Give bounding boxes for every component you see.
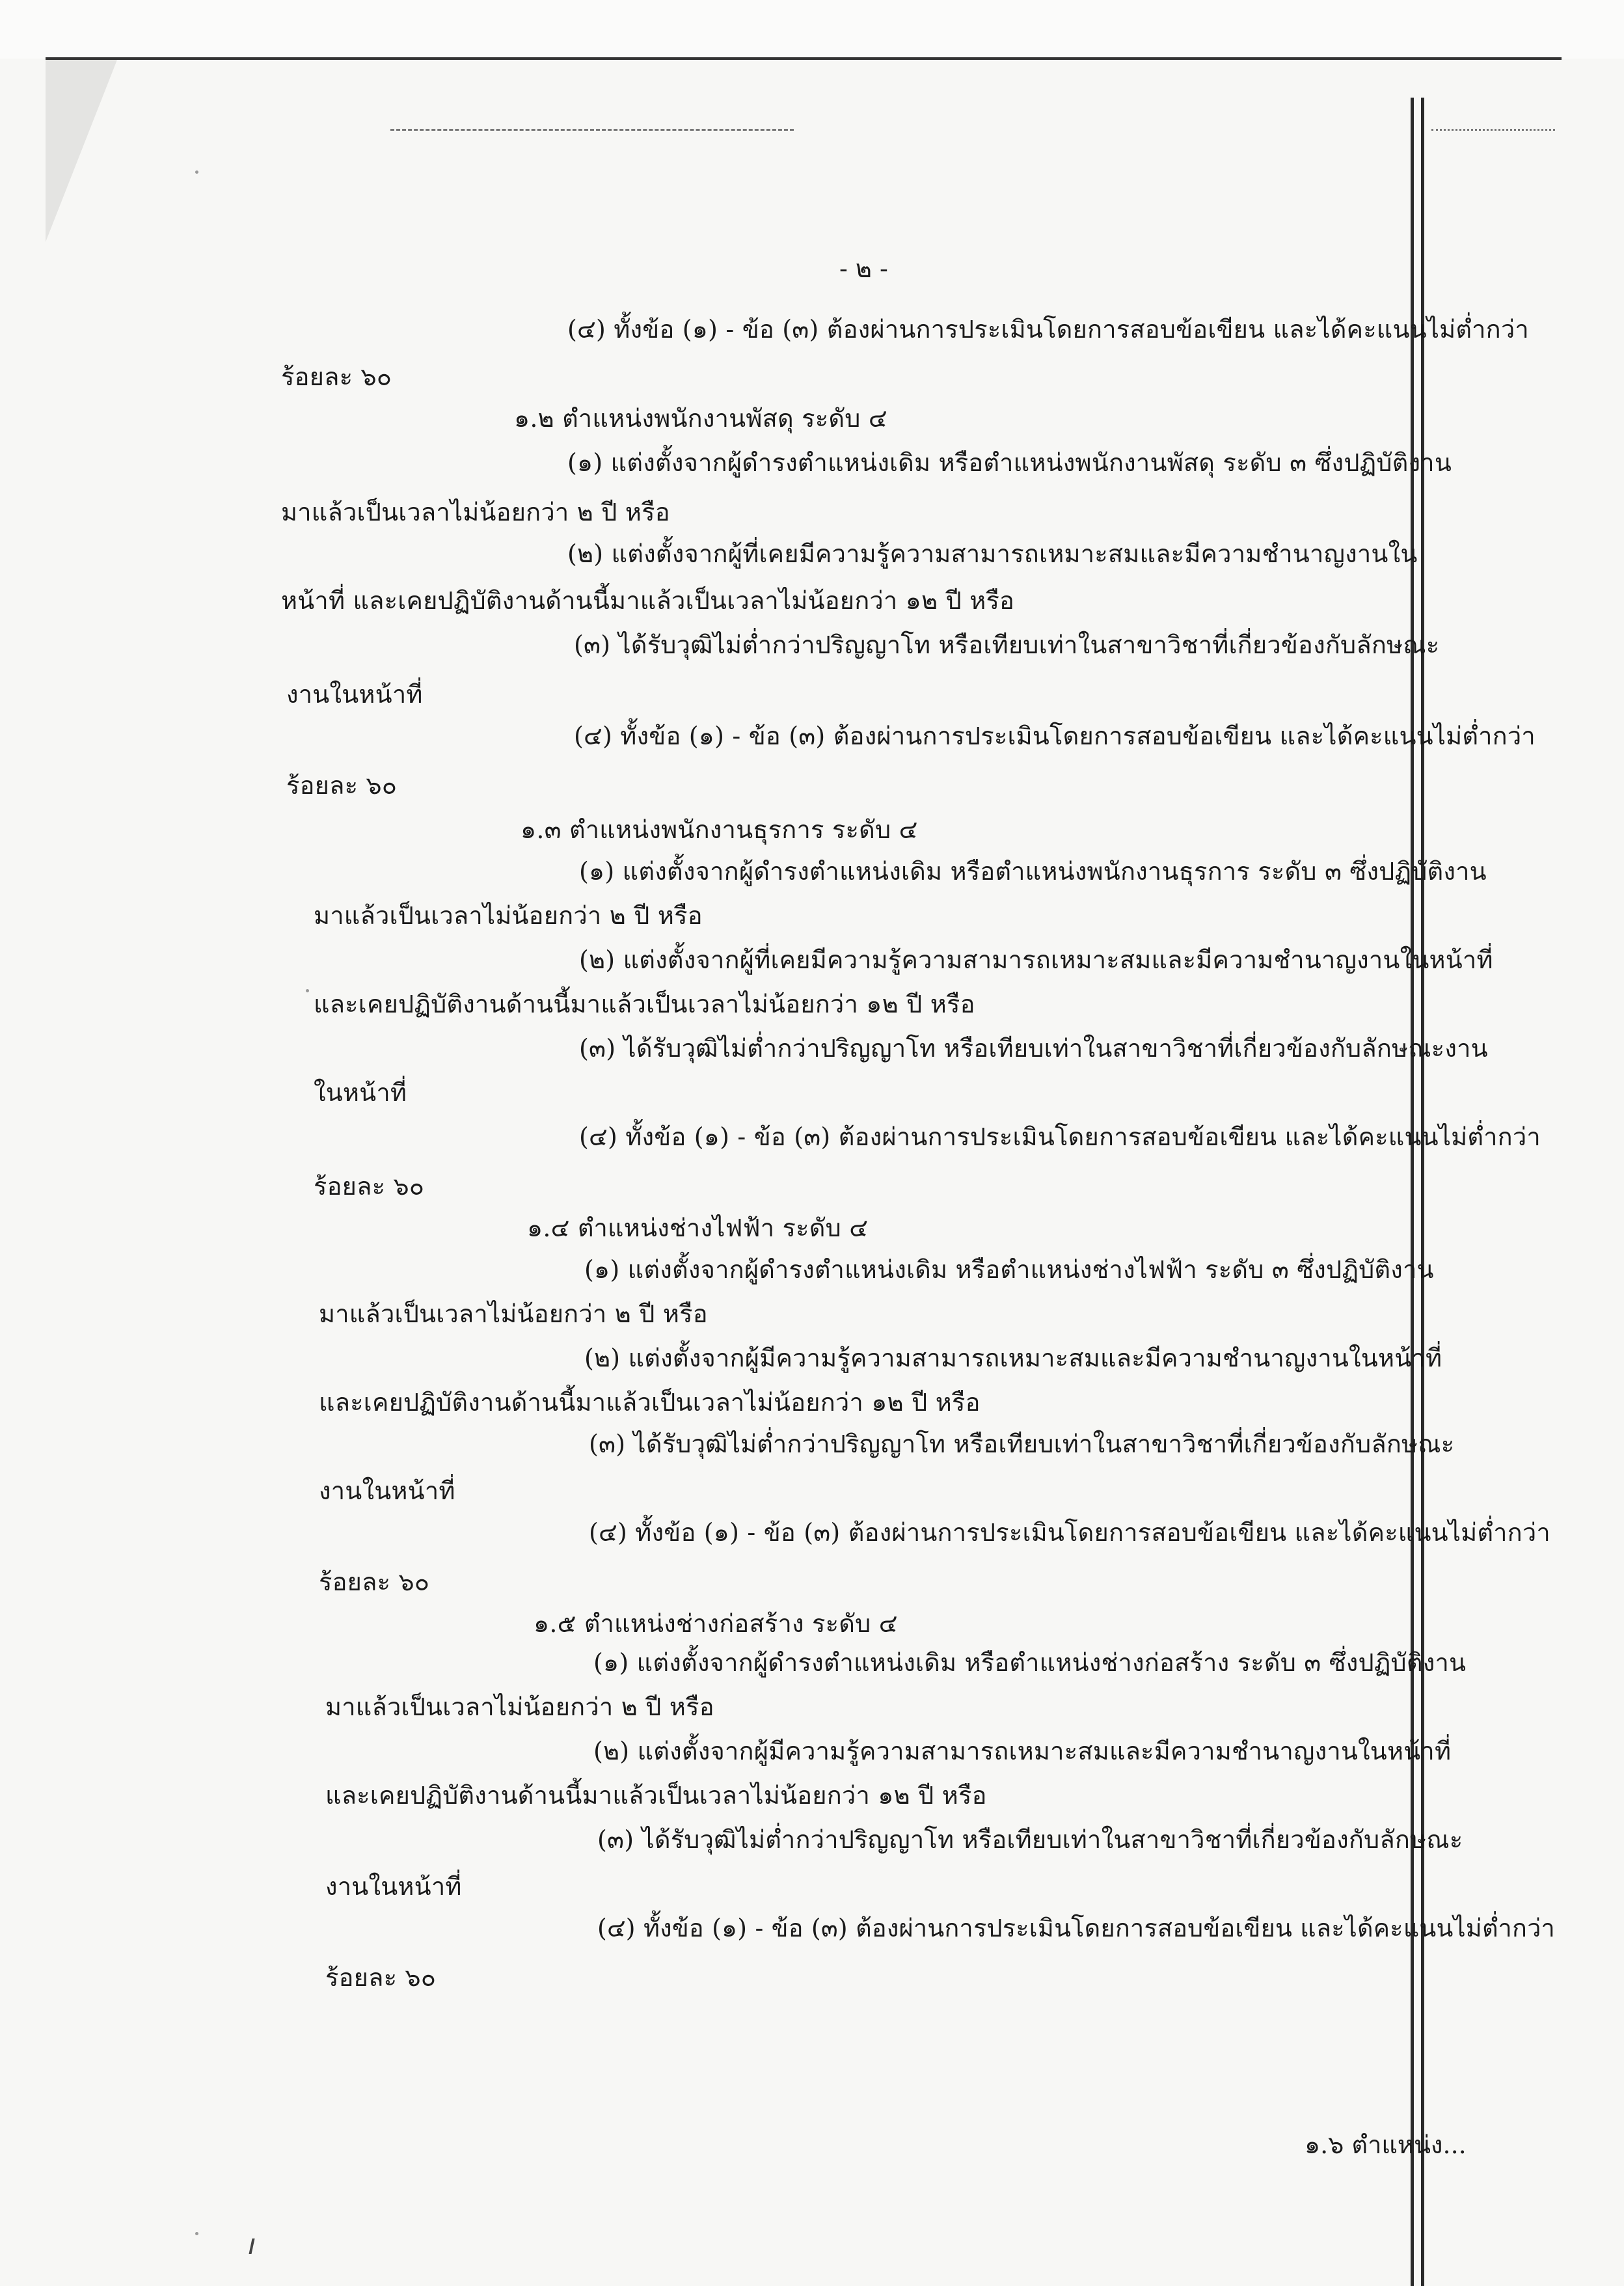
text-line: มาแล้วเป็นเวลาไม่น้อยกว่า ๒ ปี หรือ bbox=[325, 1693, 714, 1721]
text-line: (๑) แต่งตั้งจากผู้ดำรงตำแหน่งเดิม หรือตำแหน่งพนักงานพัสดุ ระดับ ๓ ซึ่งปฏิบัติงาน bbox=[567, 448, 1452, 477]
text-line: และเคยปฏิบัติงานด้านนี้มาแล้วเป็นเวลาไม่น้อยกว่า ๑๒ ปี หรือ bbox=[325, 1781, 987, 1810]
text-line: ร้อยละ ๖๐ bbox=[319, 1568, 430, 1596]
text-line: (๓) ได้รับวุฒิไม่ต่ำกว่าปริญญาโท หรือเทียบเท่าในสาขาวิชาที่เกี่ยวข้องกับลักษณะงาน bbox=[579, 1034, 1488, 1063]
text-line: (๒) แต่งตั้งจากผู้ที่เคยมีความรู้ความสามารถเหมาะสมและมีความชำนาญงานในหน้าที่ bbox=[579, 946, 1493, 974]
paper-top-edge bbox=[46, 57, 1562, 60]
text-line: (๓) ได้รับวุฒิไม่ต่ำกว่าปริญญาโท หรือเทียบเท่าในสาขาวิชาที่เกี่ยวข้องกับลักษณะ bbox=[597, 1825, 1463, 1854]
text-line: (๔) ทั้งข้อ (๑) - ข้อ (๓) ต้องผ่านการประเมินโดยการสอบข้อเขียน และได้คะแนนไม่ต่ำกว่า bbox=[589, 1518, 1550, 1547]
faint-dotted-line bbox=[1431, 129, 1555, 131]
text-line: งานในหน้าที่ bbox=[319, 1476, 455, 1505]
text-line: (๒) แต่งตั้งจากผู้มีความรู้ความสามารถเหมาะสมและมีความชำนาญงานในหน้าที่ bbox=[593, 1737, 1452, 1765]
text-line: หน้าที่ และเคยปฏิบัติงานด้านนี้มาแล้วเป็นเวลาไม่น้อยกว่า ๑๒ ปี หรือ bbox=[281, 586, 1015, 615]
text-line: ร้อยละ ๖๐ bbox=[281, 362, 392, 391]
text-line: และเคยปฏิบัติงานด้านนี้มาแล้วเป็นเวลาไม่น้อยกว่า ๑๒ ปี หรือ bbox=[314, 990, 975, 1018]
text-line: (๑) แต่งตั้งจากผู้ดำรงตำแหน่งเดิม หรือตำแหน่งช่างไฟฟ้า ระดับ ๓ ซึ่งปฏิบัติงาน bbox=[584, 1255, 1434, 1284]
text-line: (๒) แต่งตั้งจากผู้มีความรู้ความสามารถเหมาะสมและมีความชำนาญงานในหน้าที่ bbox=[584, 1344, 1442, 1372]
text-line: และเคยปฏิบัติงานด้านนี้มาแล้วเป็นเวลาไม่น้อยกว่า ๑๒ ปี หรือ bbox=[319, 1388, 981, 1417]
scan-speck bbox=[195, 170, 198, 174]
text-line: งานในหน้าที่ bbox=[325, 1872, 462, 1901]
binding-rule-left bbox=[1411, 98, 1414, 2286]
continuation-reference: ๑.๖ ตำแหน่ง... bbox=[1305, 2130, 1467, 2159]
text-line: งานในหน้าที่ bbox=[286, 680, 423, 709]
stray-pen-mark bbox=[249, 2238, 254, 2254]
text-line: ในหน้าที่ bbox=[314, 1078, 407, 1107]
text-line: ร้อยละ ๖๐ bbox=[286, 771, 398, 800]
text-line: (๑) แต่งตั้งจากผู้ดำรงตำแหน่งเดิม หรือตำแหน่งช่างก่อสร้าง ระดับ ๓ ซึ่งปฏิบัติงาน bbox=[593, 1648, 1467, 1677]
text-line: (๔) ทั้งข้อ (๑) - ข้อ (๓) ต้องผ่านการประเมินโดยการสอบข้อเขียน และได้คะแนนไม่ต่ำกว่า bbox=[597, 1914, 1556, 1942]
text-line: (๔) ทั้งข้อ (๑) - ข้อ (๓) ต้องผ่านการประเมินโดยการสอบข้อเขียน และได้คะแนนไม่ต่ำกว่า bbox=[567, 315, 1529, 344]
folded-corner bbox=[46, 60, 117, 242]
text-line: ร้อยละ ๖๐ bbox=[325, 1963, 437, 1992]
text-line: (๓) ได้รับวุฒิไม่ต่ำกว่าปริญญาโท หรือเทียบเท่าในสาขาวิชาที่เกี่ยวข้องกับลักษณะ bbox=[589, 1430, 1455, 1458]
text-line: (๑) แต่งตั้งจากผู้ดำรงตำแหน่งเดิม หรือตำแหน่งพนักงานธุรการ ระดับ ๓ ซึ่งปฏิบัติงาน bbox=[579, 857, 1487, 886]
scan-speck bbox=[306, 989, 309, 992]
scan-speck bbox=[195, 2232, 198, 2235]
section-heading: ๑.๕ ตำแหน่งช่างก่อสร้าง ระดับ ๔ bbox=[534, 1609, 898, 1638]
text-line: (๔) ทั้งข้อ (๑) - ข้อ (๓) ต้องผ่านการประเมินโดยการสอบข้อเขียน และได้คะแนนไม่ต่ำกว่า bbox=[579, 1123, 1541, 1151]
text-line: มาแล้วเป็นเวลาไม่น้อยกว่า ๒ ปี หรือ bbox=[314, 901, 703, 930]
scan-top-margin bbox=[0, 0, 1624, 59]
faint-dashed-line bbox=[390, 129, 794, 131]
page-number: - ๒ - bbox=[839, 254, 888, 283]
binding-rule-right bbox=[1421, 98, 1424, 2286]
text-line: ร้อยละ ๖๐ bbox=[314, 1172, 425, 1201]
section-heading: ๑.๒ ตำแหน่งพนักงานพัสดุ ระดับ ๔ bbox=[514, 404, 887, 433]
text-line: มาแล้วเป็นเวลาไม่น้อยกว่า ๒ ปี หรือ bbox=[319, 1299, 708, 1328]
text-line: (๓) ได้รับวุฒิไม่ต่ำกว่าปริญญาโท หรือเทียบเท่าในสาขาวิชาที่เกี่ยวข้องกับลักษณะ bbox=[574, 631, 1440, 659]
section-heading: ๑.๓ ตำแหน่งพนักงานธุรการ ระดับ ๔ bbox=[521, 815, 918, 844]
text-line: (๔) ทั้งข้อ (๑) - ข้อ (๓) ต้องผ่านการประเมินโดยการสอบข้อเขียน และได้คะแนนไม่ต่ำกว่า bbox=[574, 722, 1536, 750]
text-line: (๒) แต่งตั้งจากผู้ที่เคยมีความรู้ความสามารถเหมาะสมและมีความชำนาญงานใน bbox=[567, 539, 1418, 568]
section-heading: ๑.๔ ตำแหน่งช่างไฟฟ้า ระดับ ๔ bbox=[527, 1214, 869, 1242]
text-line: มาแล้วเป็นเวลาไม่น้อยกว่า ๒ ปี หรือ bbox=[281, 498, 670, 526]
